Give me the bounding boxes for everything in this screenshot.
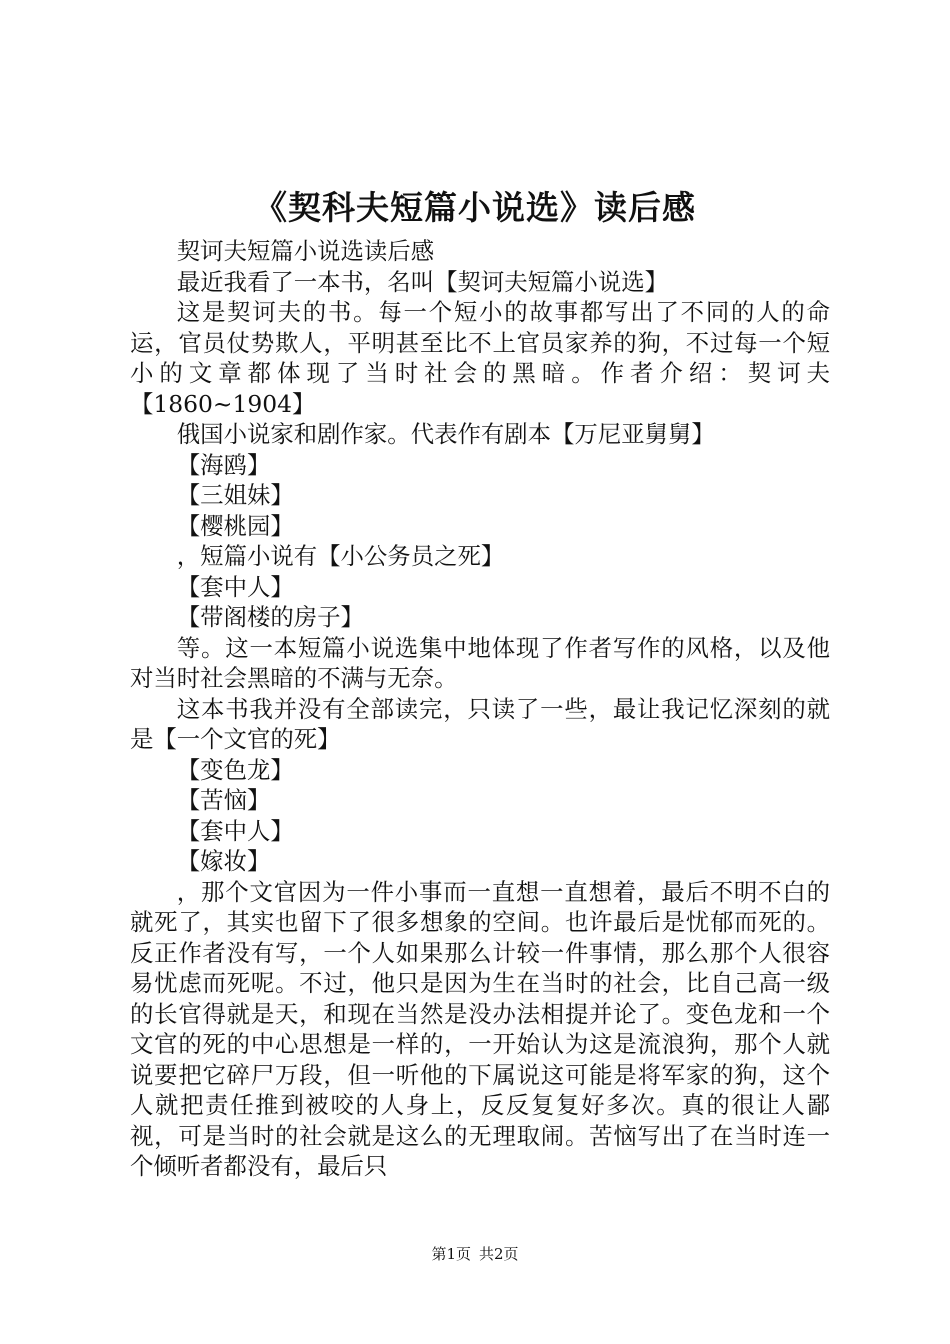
page-total: 共2页 [479, 1245, 519, 1263]
paragraph: 这是契诃夫的书。每一个短小的故事都写出了不同的人的命运，官员仗势欺人，平明甚至比不上官员家养的狗，不过每一个短小的文章都体现了当时社会的黑暗。作者介绍：契诃夫【1860~1904】 [130, 298, 830, 418]
paragraph: ，那个文官因为一件小事而一直想一直想着，最后不明不白的就死了，其实也留下了很多想象的空间。也许最后是忧郁而死的。反正作者没有写，一个人如果那么计较一件事情，那么那个人很容易忧虑而死呢。不过，他只是因为生在当时的社会，比自己高一级的长官得就是天，和现在当然是没办法相提并论了。变色龙和一个文官的死的中心思想是一样的，一开始认为这是流浪狗，那个人就说要把它碎尸万段，但一听他的下属说这可能是将军家的狗，这个人就把责任推到被咬的人身上，反反复复好多次。真的很让人鄙视，可是当时的社会就是这么的无理取闹。苦恼写出了在当时连一个倾听者都没有，最后只 [130, 877, 830, 1180]
paragraph: 【带阁楼的房子】 [176, 603, 364, 631]
page-number: 第1页 [431, 1245, 471, 1263]
document-title: 《契科夫短篇小说选》读后感 [254, 188, 696, 227]
paragraph: 【三姐妹】 [176, 481, 294, 509]
paragraph: 【变色龙】 [176, 755, 294, 784]
document-body [130, 236, 830, 1182]
paragraph: 【海鸥】 [176, 450, 271, 479]
paragraph: 【苦恼】 [176, 786, 271, 814]
paragraph: 【套中人】 [176, 572, 294, 601]
page-footer [0, 1244, 950, 1264]
paragraph: 【套中人】 [176, 816, 294, 845]
paragraph: 契诃夫短篇小说选读后感 [176, 237, 435, 265]
paragraph: 最近我看了一本书，名叫【契诃夫短篇小说选】 [176, 267, 668, 296]
paragraph: 【嫁妆】 [176, 847, 271, 875]
paragraph: 等。这一本短篇小说选集中地体现了作者写作的风格，以及他对当时社会黑暗的不满与无奈。 [130, 633, 830, 692]
paragraph: 【樱桃园】 [176, 511, 294, 540]
paragraph: 俄国小说家和剧作家。代表作有剧本【万尼亚舅舅】 [176, 420, 715, 448]
paragraph: 这本书我并没有全部读完，只读了一些，最让我记忆深刻的就是【一个文官的死】 [130, 694, 830, 753]
paragraph: ，短篇小说有【小公务员之死】 [176, 542, 505, 570]
